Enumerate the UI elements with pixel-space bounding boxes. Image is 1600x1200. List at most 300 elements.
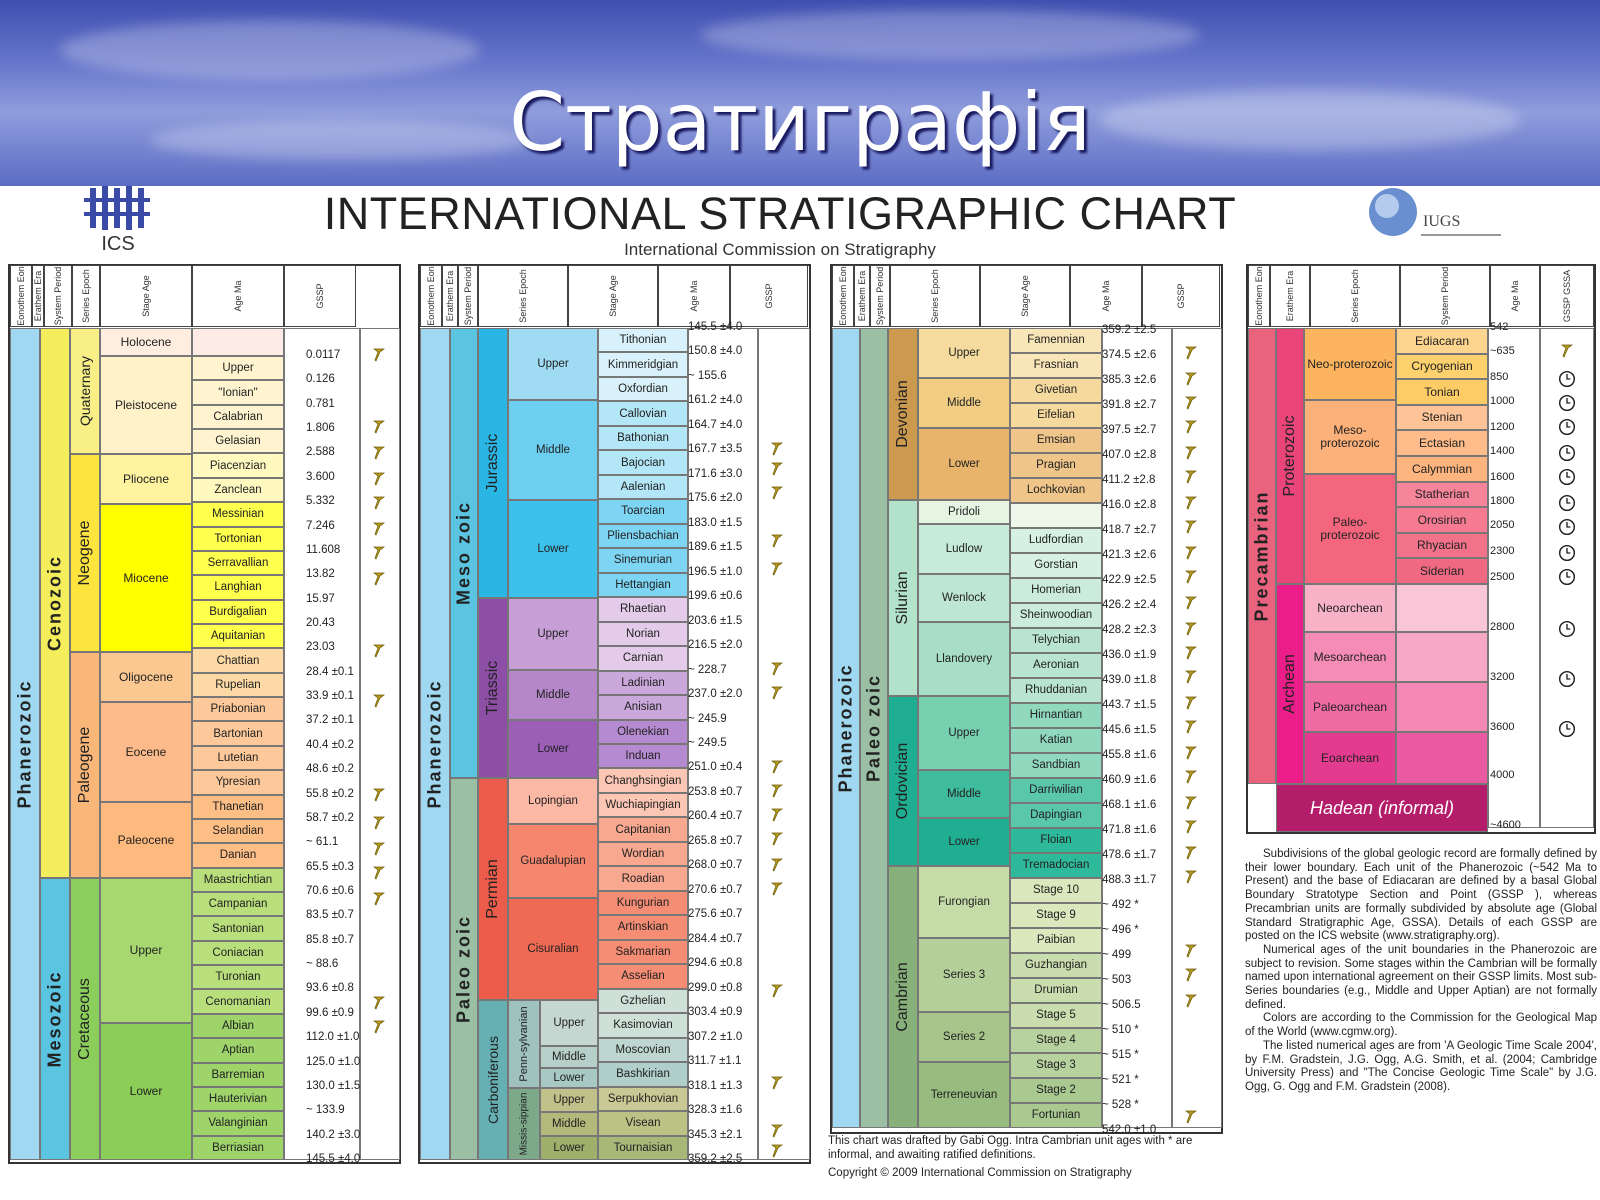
age-value: ~ 228.7 — [688, 663, 727, 676]
golden-spike-icon — [372, 994, 386, 1010]
golden-spike-icon — [372, 470, 386, 486]
stage-cell: Messinian — [192, 502, 284, 526]
golden-spike-icon — [372, 864, 386, 880]
age-value: 189.6 ±1.5 — [688, 541, 743, 554]
golden-spike-icon — [1184, 718, 1198, 734]
age-value: 237.0 ±2.0 — [688, 688, 743, 701]
era-mesozoic — [40, 878, 70, 1160]
age-value: 303.4 ±0.9 — [688, 1006, 743, 1019]
column-header — [100, 265, 192, 327]
series-cell: Terreneuvian — [918, 1062, 1010, 1128]
eon-phanerozoic-label: Phanerozoic — [424, 679, 445, 809]
stage-cell: Pragian — [1010, 453, 1102, 478]
clock-icon — [1558, 720, 1576, 738]
system-cambrian-label: Cambrian — [894, 962, 911, 1032]
age-value: 542 — [1490, 321, 1509, 333]
age-value: 167.7 ±3.5 — [688, 443, 743, 456]
stage-cell: Kungurian — [598, 891, 688, 915]
age-value: 1200 — [1490, 421, 1515, 433]
system-permian-label: Permian — [484, 859, 501, 919]
age-value: 307.2 ±1.0 — [688, 1030, 743, 1043]
column-header-label: System Period — [1440, 266, 1450, 326]
clock-icon — [1558, 444, 1576, 462]
age-value: ~ 506.5 — [1102, 999, 1141, 1011]
golden-spike-icon — [1184, 620, 1198, 636]
stage-cell: Turonian — [192, 965, 284, 989]
stage-cell: Stage 10 — [1010, 878, 1102, 903]
eon-phanerozoic — [832, 328, 860, 1128]
golden-spike-icon — [372, 494, 386, 510]
series-cell: Middle — [918, 378, 1010, 428]
column-header-label: Erathem Era — [857, 270, 867, 322]
clock-icon — [1558, 468, 1576, 486]
age-value: 1600 — [1490, 471, 1515, 483]
age-value: 318.1 ±1.3 — [688, 1079, 743, 1092]
age-value: 216.5 ±2.0 — [688, 639, 743, 652]
era-paleozoic-label: Paleo zoic — [453, 914, 474, 1024]
system-cretaceous-label: Cretaceous — [76, 978, 93, 1060]
system-paleogene-label: Paleogene — [76, 726, 93, 804]
column-header-label: GSSP — [315, 283, 325, 309]
age-value: 251.0 ±0.4 — [688, 761, 743, 774]
stage-cell: Rhaetian — [598, 597, 688, 621]
series-cell: Cisuralian — [508, 898, 598, 1000]
series-cell: Middle — [918, 770, 1010, 818]
age-value: 37.2 ±0.1 — [306, 714, 354, 727]
golden-spike-icon — [1184, 418, 1198, 434]
stage-cell: Tremadocian — [1010, 853, 1102, 878]
series-cell: Upper — [508, 328, 598, 400]
age-value: 418.7 ±2.7 — [1102, 524, 1157, 536]
series-cell: Pliocene — [100, 454, 192, 504]
golden-spike-icon — [372, 346, 386, 362]
age-value: ~ 503 — [1102, 974, 1132, 986]
chart-title: INTERNATIONAL STRATIGRAPHIC CHART — [323, 188, 1237, 239]
column-header — [980, 265, 1070, 327]
system-cell: Cryogenian — [1396, 354, 1488, 380]
age-value: 460.9 ±1.6 — [1102, 774, 1157, 786]
age-value: 2800 — [1490, 621, 1515, 633]
series-cell: Lower — [540, 1068, 598, 1088]
stage-cell: Serravallian — [192, 551, 284, 575]
stage-cell: Drumian — [1010, 978, 1102, 1003]
series-cell: Holocene — [100, 328, 192, 356]
stage-cell: Bajocian — [598, 450, 688, 474]
golden-spike-icon — [770, 830, 784, 846]
system-triassic-label: Triassic — [484, 660, 501, 716]
series-cell: Guadalupian — [508, 824, 598, 898]
age-value: 345.3 ±2.1 — [688, 1128, 743, 1141]
system-devonian-label: Devonian — [894, 380, 911, 448]
stage-cell: Visean — [598, 1111, 688, 1135]
archean-blank — [1396, 732, 1488, 784]
column-header — [854, 265, 870, 327]
series-cell: Middle — [508, 670, 598, 720]
age-value: 11.608 — [306, 543, 341, 556]
series-cell: Series 3 — [918, 938, 1010, 1012]
age-value: 294.6 ±0.8 — [688, 957, 743, 970]
age-value: 0.781 — [306, 397, 335, 410]
golden-spike-icon — [770, 532, 784, 548]
age-value: 455.8 ±1.6 — [1102, 749, 1157, 761]
stage-cell: Maastrichtian — [192, 868, 284, 892]
clock-icon — [1558, 670, 1576, 688]
age-value: 478.6 ±1.7 — [1102, 849, 1157, 861]
series-cell: Lower — [508, 500, 598, 598]
golden-spike-icon — [1184, 992, 1198, 1008]
stage-cell: Stage 2 — [1010, 1078, 1102, 1103]
stage-cell: Calabrian — [192, 405, 284, 429]
age-value: 436.0 ±1.9 — [1102, 649, 1157, 661]
clock-icon — [1558, 620, 1576, 638]
era-paleozoic — [860, 328, 888, 1128]
stage-cell: Katian — [1010, 728, 1102, 753]
age-value: 270.6 ±0.7 — [688, 883, 743, 896]
note-paragraph: Colors are according to the Commission for the Geological Map of the World (www.cgmw.org). — [1245, 1012, 1597, 1039]
column-header — [1248, 265, 1270, 327]
age-value: ~ 510 * — [1102, 1024, 1139, 1036]
stage-cell — [192, 328, 284, 356]
column-header-label: System Period — [53, 266, 63, 326]
golden-spike-icon — [770, 440, 784, 456]
column-header — [420, 265, 442, 327]
stage-cell: Changhsingian — [598, 768, 688, 792]
footer-copyright: Copyright © 2009 International Commission on Stratigraphy — [828, 1167, 1132, 1179]
stage-cell: Aptian — [192, 1038, 284, 1062]
subsystem-mississippian — [508, 1088, 540, 1160]
series-cell: Furongian — [918, 866, 1010, 938]
eon-archean — [1276, 584, 1304, 784]
golden-spike-icon — [770, 1074, 784, 1090]
series-cell: Lower — [508, 720, 598, 778]
series-cell: Lower — [540, 1136, 598, 1160]
note-paragraph: Numerical ages of the unit boundaries in the Phanerozoic are subject to revision. Some stages within the Cambrian will be formally named upon international agreement on their GSSP limits. Most sub-Series boundaries (e.g., Middle and Upper Aptian) are not formally defined. — [1245, 943, 1597, 1011]
era-cenozoic-label: Cenozoic — [44, 554, 65, 652]
series-cell: Paleocene — [100, 802, 192, 878]
golden-spike-icon — [1184, 494, 1198, 510]
stage-cell: "Ionian" — [192, 380, 284, 404]
stage-cell: Stage 3 — [1010, 1053, 1102, 1078]
system-quaternary-label: Quaternary — [77, 355, 93, 427]
age-value: 299.0 ±0.8 — [688, 981, 743, 994]
subsystem-pennsylvanian — [508, 1000, 540, 1088]
age-value: 2300 — [1490, 545, 1515, 557]
note-paragraph: The listed numerical ages are from 'A Geologic Time Scale 2004', by F.M. Gradstein, J.G. Ogg, A.G. Smith, et al. (2004; Cambridge University Press) and "The Concise Geologic Time Scale" by J.G. Ogg, G. Ogg and F.M. Gradstein (2008). — [1245, 1039, 1597, 1093]
age-value: ~ 515 * — [1102, 1049, 1139, 1061]
age-value: ~ 249.5 — [688, 737, 727, 749]
column-header-label: System Period — [463, 266, 473, 326]
age-value: 145.5 ±4.0 — [688, 321, 743, 333]
stage-cell: Eifelian — [1010, 403, 1102, 428]
stage-cell: Callovian — [598, 401, 688, 425]
system-cell: Stenian — [1396, 405, 1488, 431]
column-header-label: GSSP — [1176, 283, 1186, 309]
era-paleozoic-label: Paleo zoic — [863, 673, 884, 783]
stage-cell: Ludfordian — [1010, 528, 1102, 553]
clock-icon — [1558, 394, 1576, 412]
golden-spike-icon — [1184, 868, 1198, 884]
stage-cell: Roadian — [598, 866, 688, 890]
stage-cell: Coniacian — [192, 941, 284, 965]
stage-cell: Langhian — [192, 575, 284, 599]
column-header — [478, 265, 568, 327]
era-mesozoic — [450, 328, 478, 778]
column-header-label: Series Epoch — [518, 269, 528, 323]
eon-archean-label: Archean — [1281, 654, 1298, 714]
golden-spike-icon — [1184, 644, 1198, 660]
age-value: 391.8 ±2.7 — [1102, 399, 1157, 411]
column-header-label: Erathem Era — [445, 270, 455, 322]
age-value: 171.6 ±3.0 — [688, 467, 743, 480]
age-value: 140.2 ±3.0 — [306, 1128, 361, 1141]
system-carboniferous — [478, 1000, 508, 1160]
golden-spike-icon — [1184, 594, 1198, 610]
age-value: 7.246 — [306, 519, 335, 532]
stage-cell: Bathonian — [598, 426, 688, 450]
stage-cell: Rupelian — [192, 673, 284, 697]
golden-spike-icon — [1184, 844, 1198, 860]
age-value: 268.0 ±0.7 — [688, 859, 743, 872]
column-header-label: Age Ma — [1101, 280, 1111, 312]
stage-cell: Toarcian — [598, 499, 688, 523]
system-cell: Siderian — [1396, 558, 1488, 584]
age-value: 15.97 — [306, 592, 335, 605]
system-cell: Calymmian — [1396, 456, 1488, 482]
stage-cell: Hirnantian — [1010, 703, 1102, 728]
age-value: 196.5 ±1.0 — [688, 565, 743, 578]
golden-spike-icon — [372, 444, 386, 460]
iugs-label: IUGS — [1423, 213, 1461, 230]
age-value: 183.0 ±1.5 — [688, 516, 743, 529]
age-value: ~ 245.9 — [688, 712, 727, 725]
system-cell: Statherian — [1396, 482, 1488, 508]
golden-spike-icon — [770, 1142, 784, 1158]
stage-cell: Stage 4 — [1010, 1028, 1102, 1053]
column-header-label: Stage Age — [608, 275, 618, 317]
series-cell: Miocene — [100, 504, 192, 652]
system-cell: Ectasian — [1396, 430, 1488, 456]
column-header-label: Age Ma — [689, 280, 699, 312]
age-value: ~635 — [1490, 345, 1515, 357]
stage-cell: Lochkovian — [1010, 478, 1102, 503]
stage-cell: Kasimovian — [598, 1013, 688, 1037]
golden-spike-icon — [770, 758, 784, 774]
eon-phanerozoic — [10, 328, 40, 1160]
system-quaternary — [70, 328, 100, 454]
column-header — [1070, 265, 1142, 327]
column-header — [658, 265, 730, 327]
age-value: 99.6 ±0.9 — [306, 1006, 354, 1019]
column-header — [32, 265, 44, 327]
age-value: 421.3 ±2.6 — [1102, 549, 1157, 561]
stage-cell: Albian — [192, 1014, 284, 1038]
column-header — [1400, 265, 1490, 327]
archean-blank — [1396, 632, 1488, 682]
column-header — [890, 265, 980, 327]
column-header — [442, 265, 458, 327]
age-value: 85.8 ±0.7 — [306, 933, 354, 946]
eon-precambrian-label: Precambrian — [1251, 490, 1272, 622]
column-header-label: Eonothem Eon — [838, 266, 848, 326]
age-value: 850 — [1490, 371, 1509, 383]
series-cell: Lower — [918, 428, 1010, 500]
stage-cell: Chattian — [192, 648, 284, 672]
clock-icon — [1558, 418, 1576, 436]
eon-precambrian — [1248, 328, 1276, 784]
age-value: ~4600 — [1490, 819, 1521, 831]
stage-cell: Lutetian — [192, 746, 284, 770]
golden-spike-icon — [1184, 394, 1198, 410]
age-value: 265.8 ±0.7 — [688, 834, 743, 847]
age-value: 199.6 ±0.6 — [688, 590, 743, 603]
age-value: 471.8 ±1.6 — [1102, 824, 1157, 836]
stage-cell: Givetian — [1010, 378, 1102, 403]
series-cell: Upper — [918, 328, 1010, 378]
stage-cell: Gzhelian — [598, 989, 688, 1013]
golden-spike-icon — [372, 544, 386, 560]
stage-cell: Pliensbachian — [598, 524, 688, 548]
stage-cell: Bashkirian — [598, 1062, 688, 1086]
stage-cell: Gorstian — [1010, 553, 1102, 578]
age-value: 40.4 ±0.2 — [306, 738, 354, 751]
era-cell: Meso-proterozoic — [1304, 400, 1396, 474]
column-header-label: System Period — [875, 266, 885, 326]
age-value: 161.2 ±4.0 — [688, 394, 743, 407]
stage-cell: Olenekian — [598, 720, 688, 744]
golden-spike-icon — [1560, 342, 1574, 358]
golden-spike-icon — [372, 418, 386, 434]
stage-cell: Artinskian — [598, 915, 688, 939]
stage-cell: Famennian — [1010, 328, 1102, 353]
system-permian — [478, 778, 508, 1000]
age-value: 284.4 ±0.7 — [688, 932, 743, 945]
age-value: 93.6 ±0.8 — [306, 982, 354, 995]
age-value: 397.5 ±2.7 — [1102, 424, 1157, 436]
golden-spike-icon — [1184, 818, 1198, 834]
eon-hadean: Hadean (informal) — [1276, 784, 1488, 832]
age-value: 55.8 ±0.2 — [306, 787, 354, 800]
subsystem-mississippian-label: Missis-sippian — [518, 1092, 530, 1156]
golden-spike-icon — [372, 520, 386, 536]
slide-banner — [0, 0, 1600, 186]
age-value: 422.9 ±2.5 — [1102, 574, 1157, 586]
series-cell: Lower — [100, 1023, 192, 1160]
footer-drafted: This chart was drafted by Gabi Ogg. Intra Cambrian unit ages with * are informal, and awaiting ratified definitions. — [828, 1135, 1193, 1161]
archean-blank — [1396, 682, 1488, 732]
age-value: 2500 — [1490, 571, 1515, 583]
age-value: 1.806 — [306, 422, 335, 435]
column-header-label: Series Epoch — [930, 269, 940, 323]
age-value: 175.6 ±2.0 — [688, 492, 743, 505]
stage-cell: Sinemurian — [598, 548, 688, 572]
stage-cell: Campanian — [192, 892, 284, 916]
series-cell: Ludlow — [918, 524, 1010, 574]
column-header — [192, 265, 284, 327]
stage-cell: Induan — [598, 744, 688, 768]
golden-spike-icon — [1184, 518, 1198, 534]
era-cell: Neo-proterozoic — [1304, 328, 1396, 400]
system-cell: Ediacaran — [1396, 328, 1488, 354]
series-cell: Upper — [540, 1000, 598, 1046]
series-cell: Upper — [540, 1088, 598, 1112]
stage-cell: Telychian — [1010, 628, 1102, 653]
column-header-label: Age Ma — [233, 280, 243, 312]
column-header — [568, 265, 658, 327]
golden-spike-icon — [1184, 744, 1198, 760]
column-header-label: Stage Age — [141, 275, 151, 317]
age-value: 428.2 ±2.3 — [1102, 624, 1157, 636]
system-devonian — [888, 328, 918, 500]
column-header-label: Eonothem Eon — [1254, 266, 1264, 326]
age-value: 58.7 ±0.2 — [306, 811, 354, 824]
stage-cell: Sakmarian — [598, 940, 688, 964]
golden-spike-icon — [770, 982, 784, 998]
age-value: 3.600 — [306, 470, 335, 483]
stage-cell — [1010, 503, 1102, 528]
stage-cell: Aquitanian — [192, 624, 284, 648]
series-cell: Upper — [508, 598, 598, 670]
stage-cell: Anisian — [598, 695, 688, 719]
system-cambrian — [888, 866, 918, 1128]
stage-cell: Tournaisian — [598, 1136, 688, 1160]
age-value: ~ 499 — [1102, 949, 1132, 961]
stage-cell: Cenomanian — [192, 989, 284, 1013]
system-carboniferous-label: Carboniferous — [485, 1036, 501, 1124]
age-value: 2050 — [1490, 519, 1515, 531]
age-value: 125.0 ±1.0 — [306, 1055, 361, 1068]
stage-cell: Kimmeridgian — [598, 352, 688, 376]
eon-proterozoic-label: Proterozoic — [1281, 415, 1298, 497]
eon-phanerozoic-label: Phanerozoic — [14, 679, 35, 809]
golden-spike-icon — [1184, 444, 1198, 460]
column-header-label: Series Epoch — [1350, 269, 1360, 323]
chart-subtitle: International Commission on Stratigraphy — [624, 240, 936, 259]
clock-icon — [1558, 568, 1576, 586]
golden-spike-icon — [770, 560, 784, 576]
system-cretaceous — [70, 878, 100, 1160]
era-cell: Mesoarchean — [1304, 632, 1396, 682]
stage-cell: Tithonian — [598, 328, 688, 352]
stage-cell: Piacenzian — [192, 453, 284, 477]
series-cell: Upper — [100, 878, 192, 1023]
age-value: 443.7 ±1.5 — [1102, 699, 1157, 711]
age-value: 416.0 ±2.8 — [1102, 499, 1157, 511]
golden-spike-icon — [770, 460, 784, 476]
system-ordovician-label: Ordovician — [894, 742, 911, 820]
age-value: ~ 133.9 — [306, 1104, 345, 1117]
system-neogene-label: Neogene — [76, 520, 93, 586]
age-value: 359.2 ±2.5 — [1102, 324, 1157, 336]
stage-cell: Asselian — [598, 964, 688, 988]
stage-cell: Frasnian — [1010, 353, 1102, 378]
golden-spike-icon — [1184, 668, 1198, 684]
column-header-label: Eonothem Eon — [426, 266, 436, 326]
golden-spike-icon — [372, 570, 386, 586]
stage-cell: Barremian — [192, 1063, 284, 1087]
eon-phanerozoic — [420, 328, 450, 1160]
age-value: 468.1 ±1.6 — [1102, 799, 1157, 811]
age-value: 33.9 ±0.1 — [306, 690, 354, 703]
age-value: 385.3 ±2.6 — [1102, 374, 1157, 386]
stage-cell: Sheinwoodian — [1010, 603, 1102, 628]
era-paleozoic — [450, 778, 478, 1160]
clock-icon — [1558, 494, 1576, 512]
age-value: 3200 — [1490, 671, 1515, 683]
golden-spike-icon — [1184, 794, 1198, 810]
column-header-label: Erathem Era — [33, 270, 43, 322]
age-value: 83.5 ±0.7 — [306, 909, 354, 922]
golden-spike-icon — [372, 692, 386, 708]
